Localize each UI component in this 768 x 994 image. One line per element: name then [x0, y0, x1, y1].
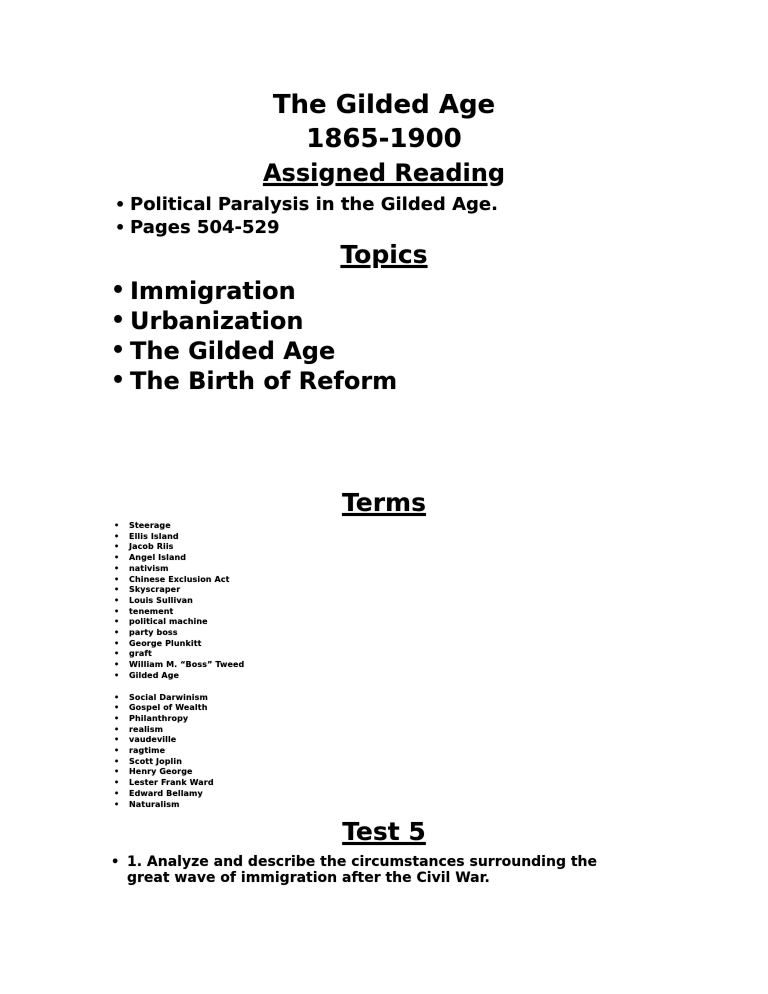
- term-label: Gilded Age: [129, 670, 180, 680]
- term-label: Lester Frank Ward: [129, 778, 214, 788]
- term-item: [0, 800, 768, 811]
- bullet-icon: •: [114, 563, 120, 573]
- bullet-icon: •: [114, 595, 120, 605]
- term-label: graft: [129, 649, 152, 659]
- bullet-icon: •: [114, 553, 120, 563]
- term-item: [0, 553, 768, 564]
- bullet-icon: •: [114, 660, 120, 670]
- term-item: [0, 607, 768, 618]
- bullet-icon: •: [114, 574, 120, 584]
- topic-item: [0, 366, 768, 396]
- term-item: [0, 639, 768, 650]
- topics-list: [0, 276, 768, 396]
- term-item: [0, 617, 768, 628]
- bullet-icon: •: [114, 617, 120, 627]
- term-label: Edward Bellamy: [129, 788, 203, 798]
- term-item: [0, 585, 768, 596]
- topic-item-label: Immigration: [130, 277, 296, 305]
- bullet-icon: •: [114, 585, 120, 595]
- bullet-icon: •: [114, 521, 120, 530]
- term-label: nativism: [129, 563, 169, 573]
- term-label: Steerage: [129, 521, 171, 530]
- term-item: [0, 671, 768, 682]
- term-label: Henry George: [129, 767, 193, 777]
- bullet-icon: •: [114, 628, 120, 638]
- term-label: vaudeville: [129, 735, 177, 745]
- test-heading: Test 5: [342, 817, 426, 847]
- bullet-icon: •: [114, 638, 120, 648]
- term-item: [0, 564, 768, 575]
- term-label: Philanthropy: [129, 713, 189, 723]
- bullet-icon: •: [111, 338, 126, 363]
- term-label: Louis Sullivan: [129, 595, 193, 605]
- term-label: Naturalism: [129, 799, 180, 809]
- term-label: Skyscraper: [129, 585, 181, 595]
- term-item: [0, 649, 768, 660]
- term-item: [0, 596, 768, 607]
- doc-title-line2: 1865-1900: [306, 124, 462, 154]
- term-item: [0, 789, 768, 800]
- bullet-icon: •: [114, 756, 120, 766]
- topic-item-label: The Gilded Age: [130, 337, 336, 365]
- test-question-label: 1. Analyze and describe the circumstances surrounding the great wave of immigration after the Civil War.: [127, 854, 597, 886]
- bullet-icon: •: [114, 735, 120, 745]
- term-label: political machine: [129, 617, 208, 627]
- term-item: [0, 628, 768, 639]
- bullet-icon: •: [114, 692, 120, 702]
- term-item: [0, 693, 768, 704]
- term-item: [0, 767, 768, 778]
- reading-item: [0, 193, 768, 216]
- term-item: [0, 725, 768, 736]
- term-label: Ellis Island: [129, 531, 179, 541]
- bullet-icon: •: [114, 713, 120, 723]
- term-label: party boss: [129, 628, 178, 638]
- term-item: [0, 746, 768, 757]
- term-item: [0, 735, 768, 746]
- bullet-icon: •: [111, 278, 126, 303]
- topic-item: [0, 336, 768, 366]
- topic-item: [0, 306, 768, 336]
- term-item: [0, 532, 768, 543]
- topics-heading: Topics: [340, 240, 428, 269]
- reading-item-label: Pages 504-529: [130, 217, 280, 238]
- bullet-icon: •: [114, 703, 120, 713]
- bullet-icon: •: [114, 746, 120, 756]
- term-label: ragtime: [129, 746, 166, 756]
- bullet-icon: •: [114, 724, 120, 734]
- term-label: William M. “Boss” Tweed: [129, 660, 245, 670]
- term-item: [0, 703, 768, 714]
- test-question-list: [0, 855, 768, 886]
- term-label: Angel Island: [129, 553, 187, 563]
- term-label: Jacob Riis: [129, 542, 174, 552]
- term-label: Gospel of Wealth: [129, 703, 208, 713]
- term-label: tenement: [129, 606, 174, 616]
- topic-item: [0, 276, 768, 306]
- bullet-icon: •: [114, 778, 120, 788]
- bullet-icon: •: [114, 649, 120, 659]
- bullet-icon: •: [114, 788, 120, 798]
- term-label: Scott Joplin: [129, 756, 183, 766]
- bullet-icon: •: [114, 670, 120, 680]
- term-label: George Plunkitt: [129, 638, 202, 648]
- term-item: [0, 575, 768, 586]
- doc-subtitle: Assigned Reading: [262, 159, 506, 187]
- term-label: Chinese Exclusion Act: [129, 574, 230, 584]
- bullet-icon: •: [115, 218, 126, 237]
- topic-item-label: The Birth of Reform: [130, 367, 398, 395]
- term-item: [0, 660, 768, 671]
- term-item: [0, 521, 768, 532]
- terms-list-group2: [0, 693, 768, 811]
- bullet-icon: •: [114, 767, 120, 777]
- bullet-icon: •: [114, 531, 120, 541]
- bullet-icon: •: [111, 308, 126, 333]
- bullet-icon: •: [114, 606, 120, 616]
- bullet-icon: •: [115, 195, 126, 214]
- bullet-icon: •: [111, 855, 120, 871]
- doc-title-line1: The Gilded Age: [272, 90, 496, 120]
- reading-item-label: Political Paralysis in the Gilded Age.: [130, 194, 498, 215]
- term-item: [0, 757, 768, 768]
- term-item: [0, 542, 768, 553]
- term-item: [0, 778, 768, 789]
- term-label: Social Darwinism: [129, 692, 208, 702]
- term-label: realism: [129, 724, 164, 734]
- bullet-icon: •: [114, 542, 120, 552]
- terms-heading: Terms: [342, 488, 426, 517]
- terms-list-group1: [0, 521, 768, 682]
- bullet-icon: •: [111, 368, 126, 393]
- reading-item: [0, 216, 768, 239]
- topic-item-label: Urbanization: [130, 307, 304, 335]
- test-question: [0, 855, 613, 886]
- bullet-icon: •: [114, 799, 120, 809]
- assigned-reading-list: [0, 193, 768, 239]
- term-item: [0, 714, 768, 725]
